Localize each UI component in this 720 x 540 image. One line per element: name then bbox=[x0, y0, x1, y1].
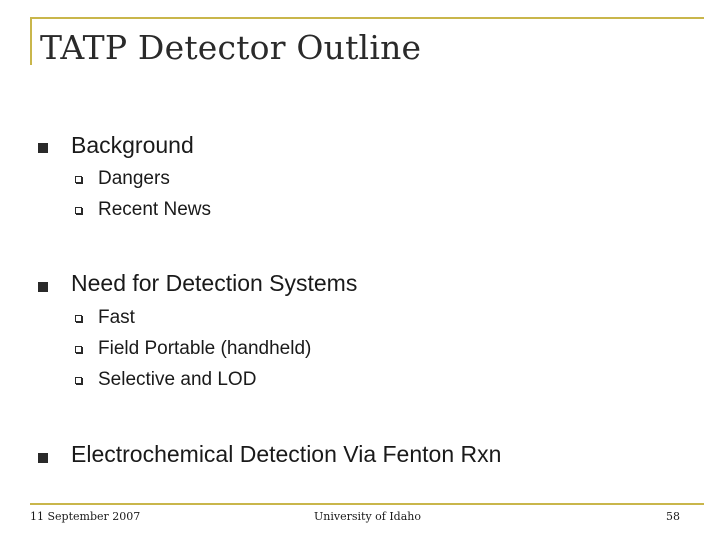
footer-page-number: 58 bbox=[666, 510, 680, 523]
footer-date: 11 September 2007 bbox=[30, 510, 141, 523]
hollow-square-bullet-icon bbox=[75, 207, 82, 214]
footer-rule bbox=[30, 503, 704, 505]
square-bullet-icon bbox=[38, 453, 48, 463]
square-bullet-icon bbox=[38, 282, 48, 292]
bullet-need-for-detection-systems: Need for Detection Systems bbox=[71, 270, 358, 296]
bullet-background: Background bbox=[71, 132, 194, 158]
title-frame-top-rule bbox=[30, 17, 704, 19]
slide-title: TATP Detector Outline bbox=[40, 28, 422, 67]
footer-organization: University of Idaho bbox=[314, 510, 421, 523]
hollow-square-bullet-icon bbox=[75, 315, 82, 322]
sub-bullet-dangers: Dangers bbox=[98, 168, 170, 189]
hollow-square-bullet-icon bbox=[75, 377, 82, 384]
bullet-electrochemical-detection: Electrochemical Detection Via Fenton Rxn bbox=[71, 441, 502, 467]
sub-bullet-fast: Fast bbox=[98, 307, 135, 328]
hollow-square-bullet-icon bbox=[75, 346, 82, 353]
sub-bullet-recent-news: Recent News bbox=[98, 199, 211, 220]
title-frame-left-rule bbox=[30, 17, 32, 65]
sub-bullet-field-portable: Field Portable (handheld) bbox=[98, 338, 312, 359]
sub-bullet-selective-and-lod: Selective and LOD bbox=[98, 369, 257, 390]
square-bullet-icon bbox=[38, 143, 48, 153]
hollow-square-bullet-icon bbox=[75, 176, 82, 183]
